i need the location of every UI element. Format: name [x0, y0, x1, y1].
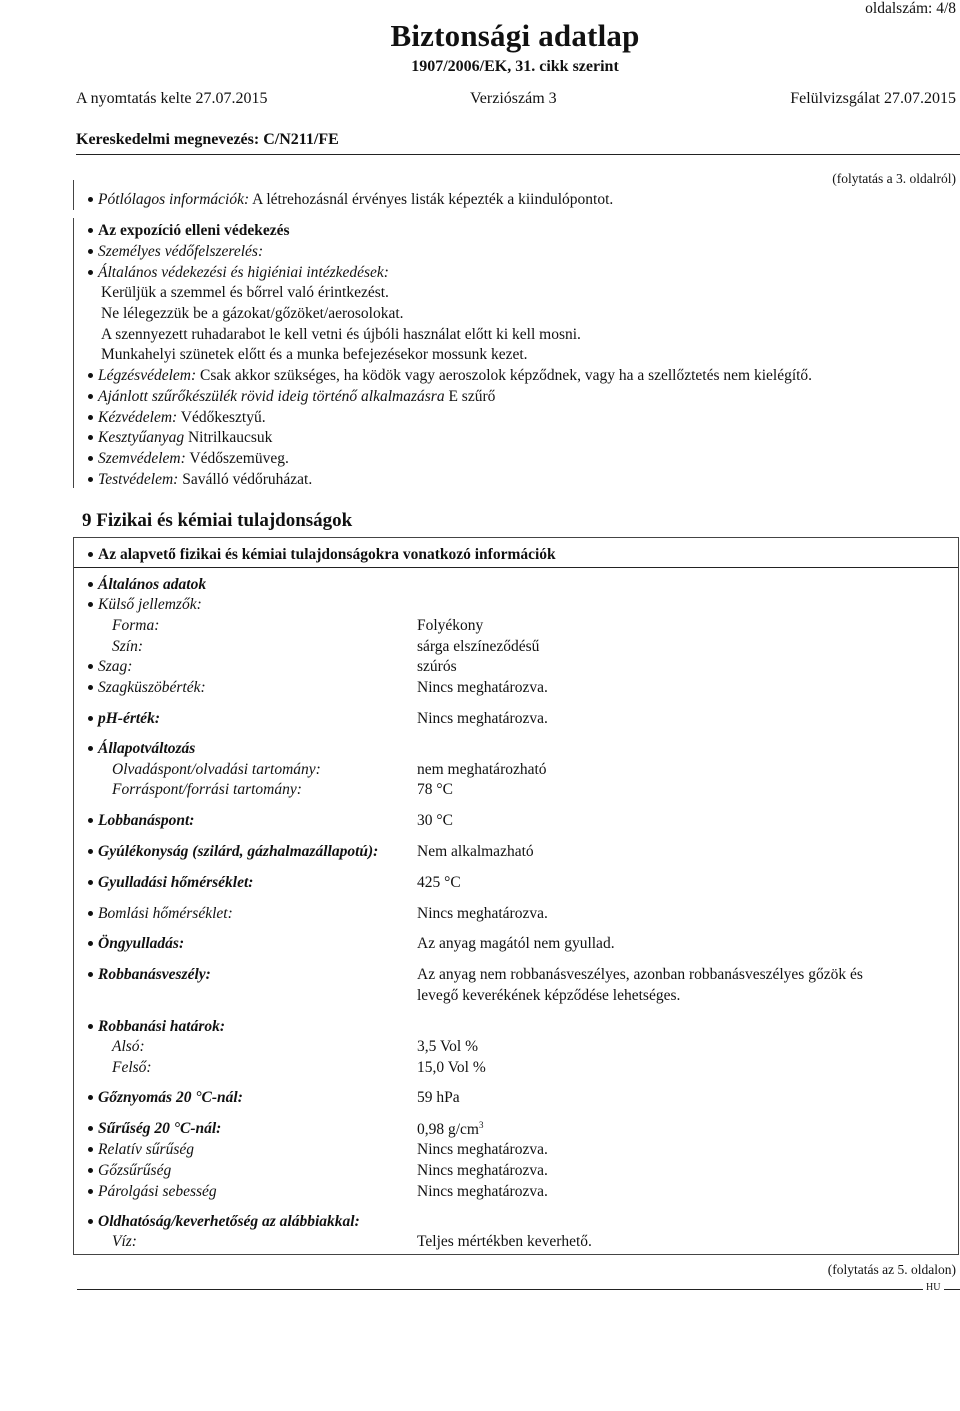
evaporation-row [88, 1183, 217, 1201]
explosion-limits-heading [88, 1018, 225, 1036]
flammability-row [88, 843, 378, 861]
decomposition-label: Bomlási hőmérséklet: [98, 905, 233, 922]
solubility-text: Oldhatóság/keverhetőség az alábbiakkal: [98, 1213, 360, 1230]
upper-limit-value: 15,0 Vol % [417, 1059, 486, 1076]
eye-label: Szemvédelem: [98, 450, 186, 467]
bullet-icon [88, 552, 93, 557]
bullet-icon [88, 911, 93, 916]
general-measure-line: A szennyezett ruhadarabot le kell vetni és újbóli használat előtt ki kell mosni. [101, 326, 581, 343]
body-text: Saválló védőruházat. [182, 471, 313, 488]
footer-divider-right [944, 1289, 960, 1290]
bullet-icon [88, 197, 93, 202]
state-change-heading [88, 740, 195, 758]
print-date: A nyomtatás kelte 27.07.2015 [76, 90, 268, 107]
section9-title: 9 Fizikai és kémiai tulajdonságok [82, 510, 353, 531]
vapor-pressure-row [88, 1089, 243, 1107]
flash-point-value: 30 °C [417, 812, 453, 829]
odor-threshold-label: Szagküszöbérték: [98, 679, 206, 696]
additional-info [88, 191, 613, 209]
additional-info-label: Pótlólagos információk: [98, 191, 250, 208]
color-value: sárga elszíneződésű [417, 638, 540, 655]
boiling-label: Forráspont/forrási tartomány: [112, 781, 302, 798]
explosion-value-line2: levegő keverékének képződése lehetséges. [417, 987, 681, 1004]
general-data-text: Általános adatok [98, 576, 207, 593]
version-number: Verziószám 3 [470, 90, 557, 107]
vapor-pressure-value: 59 hPa [417, 1089, 460, 1106]
hand-label: Kézvédelem: [98, 409, 178, 426]
respiratory-text: Csak akkor szükséges, ha ködök vagy aeroszolok képződnek, vagy ha a szellőztetés nem kielégítő. [200, 367, 813, 384]
glove-label: Kesztyűanyag [98, 429, 185, 446]
density-number: 0,98 g/cm [417, 1121, 479, 1139]
general-measure-line: Munkahelyi szünetek előtt és a munka befejezésekor mossunk kezet. [101, 346, 528, 363]
bullet-icon [88, 456, 93, 461]
bullet-icon [88, 818, 93, 823]
bullet-icon [88, 394, 93, 399]
decomposition-value: Nincs meghatározva. [417, 905, 548, 922]
section9-subtitle-divider [74, 567, 958, 568]
section8-left-border [73, 218, 74, 488]
color-label: Szín: [112, 638, 143, 655]
section9-subtitle [88, 546, 556, 564]
respiratory-protection [88, 367, 812, 385]
vapor-density-row [88, 1162, 171, 1180]
filter-label: Ajánlott szűrőkészülék rövid ideig történő alkalmazásra [98, 388, 445, 405]
ph-value: Nincs meghatározva. [417, 710, 548, 727]
explosion-value-line1: Az anyag nem robbanásveszélyes, azonban robbanásveszélyes gőzök és [417, 966, 863, 983]
eye-text: Védőszemüveg. [189, 450, 289, 467]
bullet-icon [88, 1168, 93, 1173]
continued-on: (folytatás az 5. oldalon) [827, 1262, 956, 1277]
bullet-icon [88, 373, 93, 378]
flash-point-label: Lobbanáspont: [98, 812, 195, 829]
bullet-icon [88, 1126, 93, 1131]
ignition-value: 425 °C [417, 874, 461, 891]
odor-label: Szag: [98, 658, 133, 675]
bullet-icon [88, 1219, 93, 1224]
page-number: oldalszám: 4/8 [865, 0, 956, 17]
ppe-heading-text: Személyes védőfelszerelés: [98, 243, 264, 260]
upper-limit-label: Felső: [112, 1059, 152, 1076]
trade-name: Kereskedelmi megnevezés: C/N211/FE [76, 131, 339, 148]
respiratory-label: Légzésvédelem: [98, 367, 197, 384]
header-divider [76, 154, 960, 155]
revision-date: Felülvizsgálat 27.07.2015 [790, 90, 956, 107]
flammability-value: Nem alkalmazható [417, 843, 534, 860]
section8-left-border-top [73, 180, 74, 210]
density-value [417, 1120, 484, 1139]
body-protection [88, 471, 312, 489]
general-measure-line: Kerüljük a szemmel és bőrrel való érintkezést. [101, 284, 389, 301]
bullet-icon [88, 685, 93, 690]
general-measure-line: Ne lélegezzük be a gázokat/gőzöket/aerosolokat. [101, 305, 404, 322]
hand-protection [88, 409, 266, 427]
bullet-icon [88, 602, 93, 607]
filter-text: E szűrő [448, 388, 496, 405]
additional-info-text: A létrehozásnál érvényes listák képezték a kiindulópontot. [252, 191, 614, 208]
appearance-text: Külső jellemzők: [98, 596, 202, 613]
explosion-limits-text: Robbanási határok: [98, 1018, 226, 1035]
state-change-text: Állapotváltozás [98, 740, 196, 757]
density-superscript: 3 [479, 1120, 484, 1130]
bullet-icon [88, 941, 93, 946]
water-label: Víz: [112, 1233, 137, 1250]
lower-limit-label: Alsó: [112, 1038, 145, 1055]
bullet-icon [88, 1147, 93, 1152]
section9-subtitle-text: Az alapvető fizikai és kémiai tulajdonságokra vonatkozó információk [98, 546, 556, 563]
general-measures-heading-text: Általános védekezési és higiéniai intézkedések: [98, 264, 389, 281]
melting-label: Olvadáspont/olvadási tartomány: [112, 761, 321, 778]
explosion-label: Robbanásveszély: [98, 966, 211, 983]
bullet-icon [88, 880, 93, 885]
solubility-heading [88, 1213, 360, 1231]
melting-value: nem meghatározható [417, 761, 547, 778]
document-subtitle: 1907/2006/EK, 31. cikk szerint [411, 58, 619, 75]
boiling-value: 78 °C [417, 781, 453, 798]
continued-from: (folytatás a 3. oldalról) [832, 171, 956, 186]
ph-label: pH-érték: [98, 710, 160, 727]
explosion-row [88, 966, 211, 984]
ignition-label: Gyulladási hőmérséklet: [98, 874, 254, 891]
density-label: Sűrűség 20 °C-nál: [98, 1120, 222, 1137]
evaporation-value: Nincs meghatározva. [417, 1183, 548, 1200]
bullet-icon [88, 972, 93, 977]
ph-row [88, 710, 160, 728]
bullet-icon [88, 849, 93, 854]
lower-limit-value: 3,5 Vol % [417, 1038, 479, 1055]
bullet-icon [88, 270, 93, 275]
bullet-icon [88, 1095, 93, 1100]
flammability-label: Gyúlékonyság (szilárd, gázhalmazállapotú): [98, 843, 379, 860]
self-ignition-value: Az anyag magától nem gyullad. [417, 935, 615, 952]
filter-recommendation [88, 388, 495, 406]
relative-density-row [88, 1141, 194, 1159]
bullet-icon [88, 477, 93, 482]
bullet-icon [88, 582, 93, 587]
hand-text: Védőkesztyű. [180, 409, 266, 426]
flash-point-row [88, 812, 194, 830]
appearance-heading [88, 596, 202, 614]
odor-row [88, 658, 132, 676]
bullet-icon [88, 716, 93, 721]
bullet-icon [88, 228, 93, 233]
ignition-row [88, 874, 253, 892]
exposure-heading [88, 222, 290, 240]
document-title: Biztonsági adatlap [390, 18, 640, 53]
bullet-icon [88, 664, 93, 669]
relative-density-value: Nincs meghatározva. [417, 1141, 548, 1158]
form-value: Folyékony [417, 617, 484, 634]
self-ignition-row [88, 935, 184, 953]
general-measures-heading [88, 264, 389, 282]
vapor-density-value: Nincs meghatározva. [417, 1162, 548, 1179]
footer-divider-left [77, 1289, 923, 1290]
odor-threshold-row [88, 679, 206, 697]
form-label: Forma: [112, 617, 160, 634]
vapor-pressure-label: Gőznyomás 20 °C-nál: [98, 1089, 243, 1106]
body-label: Testvédelem: [98, 471, 179, 488]
ppe-heading [88, 243, 263, 261]
bullet-icon [88, 249, 93, 254]
bullet-icon [88, 1189, 93, 1194]
glove-material [88, 429, 272, 447]
bullet-icon [88, 435, 93, 440]
odor-threshold-value: Nincs meghatározva. [417, 679, 548, 696]
odor-value: szúrós [417, 658, 457, 675]
decomposition-row [88, 905, 233, 923]
general-data-heading [88, 576, 206, 594]
bullet-icon [88, 415, 93, 420]
density-row [88, 1120, 221, 1138]
eye-protection [88, 450, 289, 468]
evaporation-label: Párolgási sebesség [98, 1183, 217, 1200]
vapor-density-label: Gőzsűrűség [98, 1162, 172, 1179]
bullet-icon [88, 1024, 93, 1029]
relative-density-label: Relatív sűrűség [98, 1141, 194, 1158]
language-code: HU [926, 1282, 941, 1293]
glove-text: Nitrilkaucsuk [187, 429, 273, 446]
self-ignition-label: Öngyulladás: [98, 935, 185, 952]
bullet-icon [88, 746, 93, 751]
water-value: Teljes mértékben keverhető. [417, 1233, 592, 1250]
exposure-heading-text: Az expozíció elleni védekezés [98, 222, 290, 239]
